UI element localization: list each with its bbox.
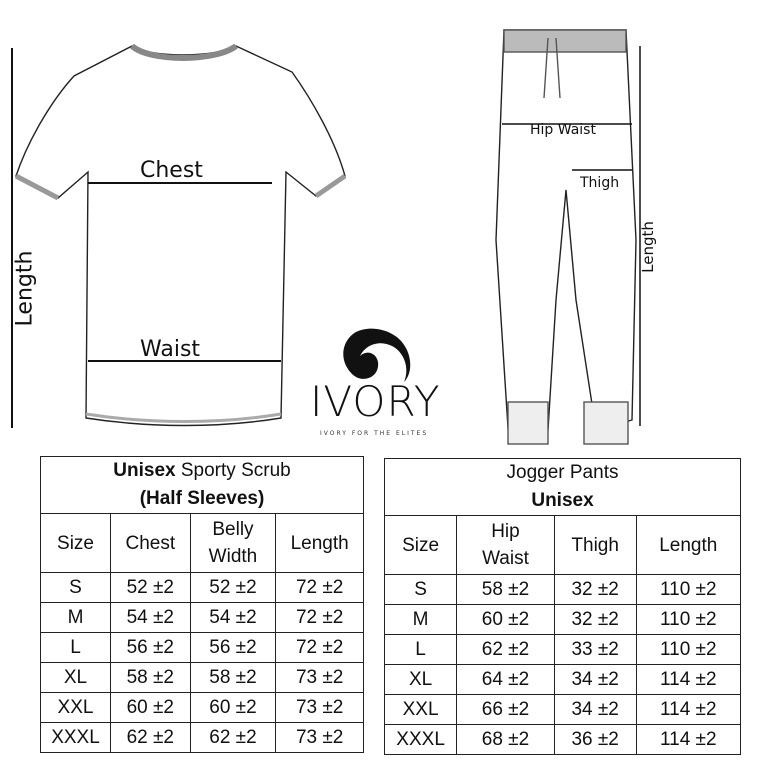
- col-header-size: Size: [385, 516, 457, 575]
- measurement-cell: 73 ±2: [276, 663, 364, 693]
- scrub-size-table: [40, 456, 364, 753]
- table-row: [385, 605, 741, 635]
- scrub-table-title: Unisex Sporty Scrub (Half Sleeves): [41, 457, 364, 514]
- table-row: [385, 725, 741, 755]
- table-row: [41, 603, 364, 633]
- measurement-cell: 110 ±2: [636, 605, 740, 635]
- jogger-table-title: Jogger Pants Unisex: [385, 459, 741, 516]
- table-row: [41, 633, 364, 663]
- measurement-cell: 34 ±2: [554, 695, 636, 725]
- size-cell: L: [41, 633, 111, 663]
- measurement-cell: 52 ±2: [190, 573, 276, 603]
- chest-label: Chest: [140, 158, 203, 183]
- measurement-cell: 60 ±2: [111, 693, 191, 723]
- measurement-cell: 56 ±2: [190, 633, 276, 663]
- measurement-cell: 73 ±2: [276, 723, 364, 753]
- tshirt-drawing: [12, 46, 345, 428]
- measurement-cell: 110 ±2: [636, 635, 740, 665]
- measurement-cell: 73 ±2: [276, 693, 364, 723]
- size-cell: XXL: [41, 693, 111, 723]
- table-row: [385, 575, 741, 605]
- table-row: [385, 635, 741, 665]
- measurement-cell: 72 ±2: [276, 633, 364, 663]
- measurement-cell: 68 ±2: [457, 725, 555, 755]
- size-cell: XL: [41, 663, 111, 693]
- measurement-cell: 72 ±2: [276, 573, 364, 603]
- size-cell: XXXL: [41, 723, 111, 753]
- measurement-cell: 58 ±2: [457, 575, 555, 605]
- jogger-size-table: [384, 458, 741, 755]
- measurement-cell: 32 ±2: [554, 575, 636, 605]
- measurement-cell: 66 ±2: [457, 695, 555, 725]
- col-header-thigh: Thigh: [554, 516, 636, 575]
- col-header-belly-width: Belly Width: [190, 514, 276, 573]
- hip-waist-label: Hip Waist: [530, 122, 596, 138]
- measurement-cell: 62 ±2: [111, 723, 191, 753]
- table-row: [41, 723, 364, 753]
- size-cell: M: [385, 605, 457, 635]
- pants-length-label: Length: [639, 221, 657, 273]
- measurement-cell: 32 ±2: [554, 605, 636, 635]
- size-cell: XXL: [385, 695, 457, 725]
- measurement-cell: 62 ±2: [457, 635, 555, 665]
- measurement-cell: 52 ±2: [111, 573, 191, 603]
- measurement-cell: 58 ±2: [111, 663, 191, 693]
- table-row: [41, 573, 364, 603]
- measurement-cell: 72 ±2: [276, 603, 364, 633]
- brand-logo: [300, 325, 485, 445]
- measurement-cell: 60 ±2: [457, 605, 555, 635]
- measurement-cell: 110 ±2: [636, 575, 740, 605]
- measurement-cell: 34 ±2: [554, 665, 636, 695]
- col-header-length: Length: [276, 514, 364, 573]
- size-cell: S: [41, 573, 111, 603]
- size-cell: M: [41, 603, 111, 633]
- measurement-cell: 64 ±2: [457, 665, 555, 695]
- measurement-cell: 114 ±2: [636, 725, 740, 755]
- size-cell: S: [385, 575, 457, 605]
- measurement-cell: 60 ±2: [190, 693, 276, 723]
- table-row: [385, 665, 741, 695]
- measurement-cell: 114 ±2: [636, 665, 740, 695]
- measurement-cell: 58 ±2: [190, 663, 276, 693]
- brand-name: IVORY: [310, 377, 441, 426]
- table-row: [41, 693, 364, 723]
- table-row: [41, 663, 364, 693]
- size-cell: XL: [385, 665, 457, 695]
- measurement-cell: 114 ±2: [636, 695, 740, 725]
- measurement-cell: 33 ±2: [554, 635, 636, 665]
- brand-tagline: IVORY FOR THE ELITES: [320, 430, 429, 437]
- shirt-length-label: Length: [12, 250, 38, 327]
- measurement-cell: 56 ±2: [111, 633, 191, 663]
- col-header-size: Size: [41, 514, 111, 573]
- waist-label: Waist: [140, 337, 201, 362]
- measurement-cell: 62 ±2: [190, 723, 276, 753]
- jogger-drawing: [496, 30, 640, 444]
- thigh-label: Thigh: [580, 175, 620, 191]
- size-cell: XXXL: [385, 725, 457, 755]
- measurement-cell: 36 ±2: [554, 725, 636, 755]
- col-header-hip-waist: Hip Waist: [457, 516, 555, 575]
- col-header-chest: Chest: [111, 514, 191, 573]
- measurement-cell: 54 ±2: [111, 603, 191, 633]
- size-cell: L: [385, 635, 457, 665]
- measurement-cell: 54 ±2: [190, 603, 276, 633]
- col-header-length: Length: [636, 516, 740, 575]
- table-row: [385, 695, 741, 725]
